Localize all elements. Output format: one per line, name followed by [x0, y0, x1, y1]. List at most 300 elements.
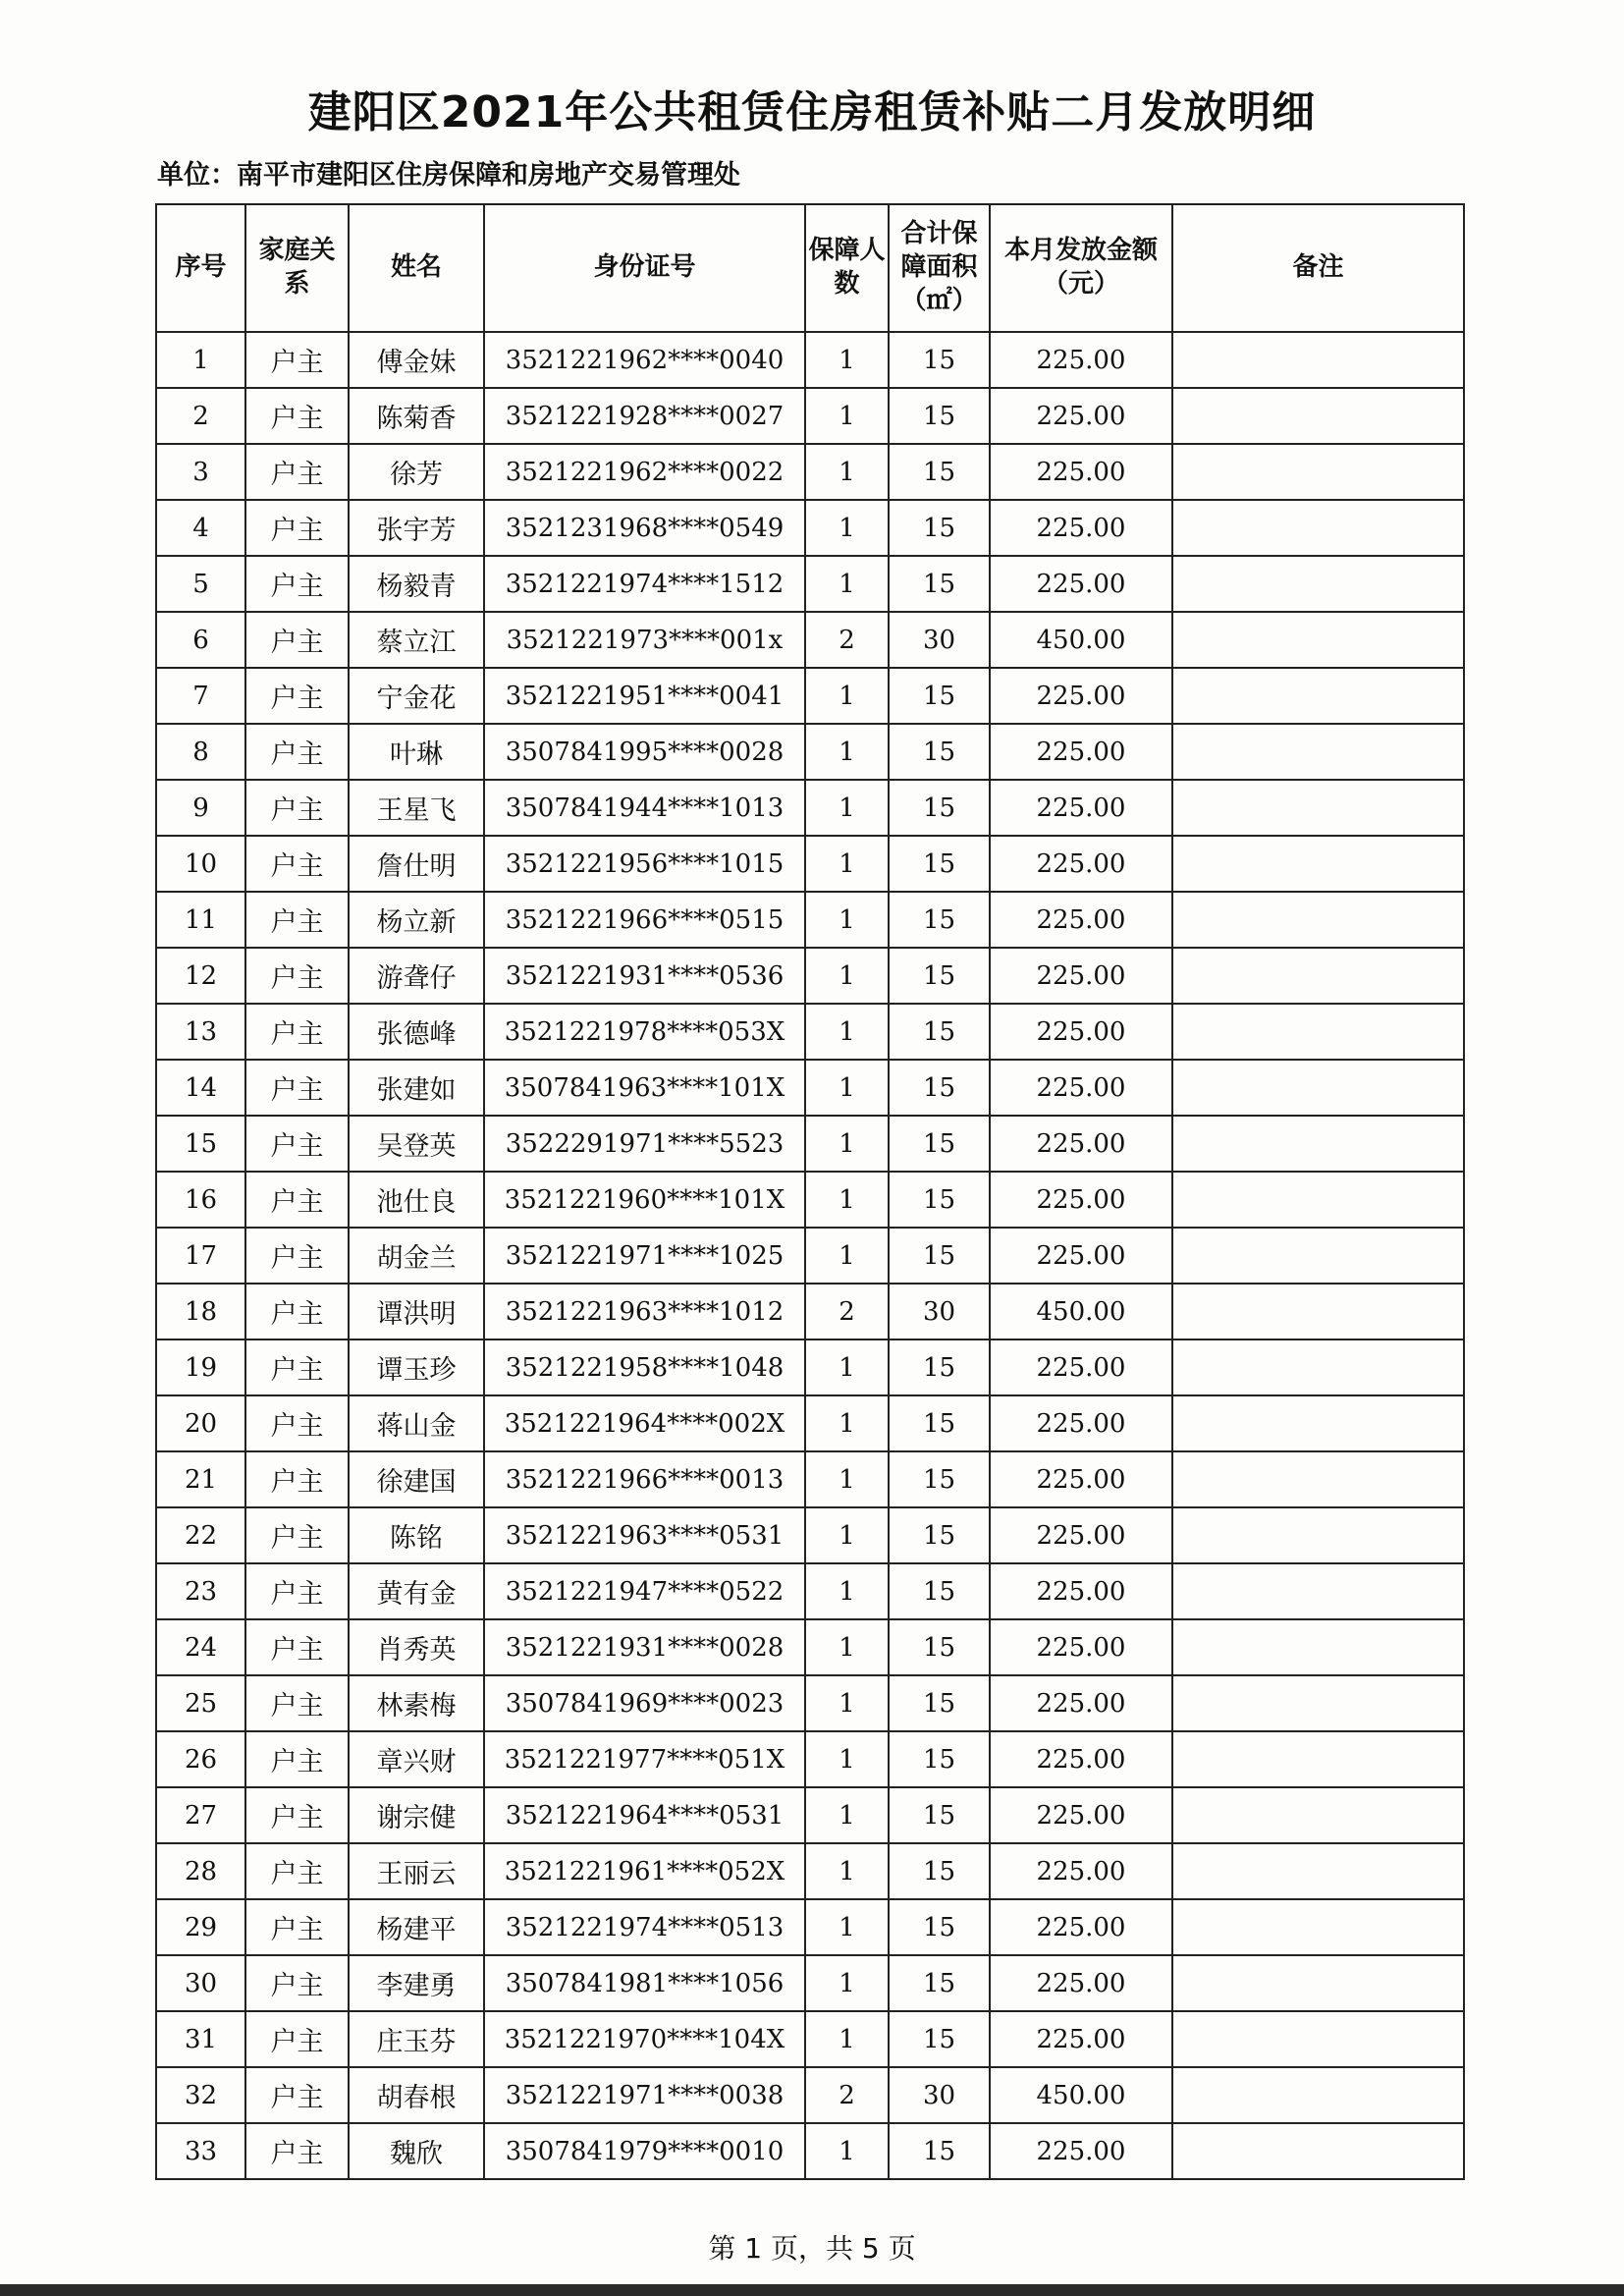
header-persons: 保障人数 [805, 204, 889, 332]
cell-remark [1172, 1004, 1464, 1060]
cell-amount: 225.00 [990, 1004, 1172, 1060]
cell-name: 魏欣 [349, 2123, 484, 2179]
header-id: 身份证号 [484, 204, 805, 332]
cell-name: 游聋仔 [349, 948, 484, 1004]
cell-relation: 户主 [245, 1116, 349, 1172]
table-row [156, 444, 1464, 500]
cell-area: 15 [889, 668, 990, 724]
cell-persons: 1 [805, 444, 889, 500]
table-row [156, 1507, 1464, 1563]
cell-name: 谢宗健 [349, 1787, 484, 1843]
cell-persons: 1 [805, 500, 889, 556]
cell-persons: 1 [805, 1339, 889, 1395]
cell-area: 15 [889, 1563, 990, 1619]
cell-area: 15 [889, 1899, 990, 1955]
table-row [156, 1004, 1464, 1060]
cell-name: 张建如 [349, 1060, 484, 1116]
cell-name: 傅金妹 [349, 332, 484, 388]
cell-id: 3521221971****1025 [484, 1228, 805, 1284]
cell-seq: 27 [156, 1787, 245, 1843]
cell-relation: 户主 [245, 2067, 349, 2123]
cell-seq: 15 [156, 1116, 245, 1172]
cell-name: 王星飞 [349, 780, 484, 836]
cell-area: 15 [889, 948, 990, 1004]
document-title: 建阳区2021年公共租赁住房租赁补贴二月发放明细 [307, 87, 1317, 137]
table-row [156, 2067, 1464, 2123]
cell-relation: 户主 [245, 2011, 349, 2067]
cell-relation: 户主 [245, 780, 349, 836]
cell-area: 15 [889, 556, 990, 612]
cell-seq: 8 [156, 724, 245, 780]
cell-seq: 11 [156, 892, 245, 948]
cell-remark [1172, 1955, 1464, 2011]
cell-remark [1172, 500, 1464, 556]
cell-name: 肖秀英 [349, 1619, 484, 1675]
cell-persons: 1 [805, 836, 889, 892]
cell-seq: 13 [156, 1004, 245, 1060]
cell-name: 蒋山金 [349, 1395, 484, 1451]
cell-amount: 225.00 [990, 1451, 1172, 1507]
cell-remark [1172, 388, 1464, 444]
cell-area: 15 [889, 1731, 990, 1787]
cell-area: 15 [889, 1395, 990, 1451]
cell-area: 15 [889, 1619, 990, 1675]
cell-id: 3521221963****1012 [484, 1284, 805, 1339]
cell-area: 15 [889, 1451, 990, 1507]
cell-area: 15 [889, 388, 990, 444]
cell-id: 3521221963****0531 [484, 1507, 805, 1563]
cell-id: 3507841944****1013 [484, 780, 805, 836]
cell-id: 3521221931****0028 [484, 1619, 805, 1675]
cell-amount: 225.00 [990, 388, 1172, 444]
cell-amount: 225.00 [990, 1731, 1172, 1787]
cell-name: 谭玉珍 [349, 1339, 484, 1395]
cell-persons: 1 [805, 1060, 889, 1116]
cell-persons: 1 [805, 556, 889, 612]
cell-seq: 31 [156, 2011, 245, 2067]
cell-persons: 1 [805, 1451, 889, 1507]
cell-id: 3521221966****0013 [484, 1451, 805, 1507]
cell-name: 胡春根 [349, 2067, 484, 2123]
cell-remark [1172, 1228, 1464, 1284]
header-area: 合计保障面积（㎡） [889, 204, 990, 332]
cell-name: 谭洪明 [349, 1284, 484, 1339]
cell-remark [1172, 948, 1464, 1004]
cell-remark [1172, 444, 1464, 500]
cell-persons: 1 [805, 1228, 889, 1284]
cell-persons: 1 [805, 1675, 889, 1731]
cell-persons: 1 [805, 1507, 889, 1563]
cell-relation: 户主 [245, 836, 349, 892]
table-row [156, 892, 1464, 948]
cell-id: 3521221970****104X [484, 2011, 805, 2067]
cell-persons: 1 [805, 1731, 889, 1787]
table-row [156, 388, 1464, 444]
table-row [156, 1563, 1464, 1619]
cell-remark [1172, 1899, 1464, 1955]
cell-seq: 21 [156, 1451, 245, 1507]
cell-amount: 225.00 [990, 332, 1172, 388]
cell-relation: 户主 [245, 724, 349, 780]
table-row [156, 1116, 1464, 1172]
cell-remark [1172, 1395, 1464, 1451]
cell-persons: 1 [805, 388, 889, 444]
cell-id: 3521221956****1015 [484, 836, 805, 892]
cell-amount: 225.00 [990, 1563, 1172, 1619]
cell-remark [1172, 1619, 1464, 1675]
cell-amount: 225.00 [990, 500, 1172, 556]
table-header-row [156, 204, 1464, 332]
table-row [156, 332, 1464, 388]
table-row [156, 1172, 1464, 1228]
cell-relation: 户主 [245, 1563, 349, 1619]
cell-area: 15 [889, 1339, 990, 1395]
cell-area: 15 [889, 2011, 990, 2067]
page-footer: 第 1 页，共 5 页 [708, 2232, 916, 2265]
cell-name: 张宇芳 [349, 500, 484, 556]
cell-seq: 10 [156, 836, 245, 892]
table-row [156, 1284, 1464, 1339]
table-row [156, 1787, 1464, 1843]
cell-amount: 225.00 [990, 1339, 1172, 1395]
cell-seq: 24 [156, 1619, 245, 1675]
cell-remark [1172, 332, 1464, 388]
cell-area: 30 [889, 1284, 990, 1339]
cell-seq: 4 [156, 500, 245, 556]
cell-persons: 1 [805, 1004, 889, 1060]
table-row [156, 1060, 1464, 1116]
cell-name: 张德峰 [349, 1004, 484, 1060]
table-row [156, 2011, 1464, 2067]
cell-amount: 225.00 [990, 1619, 1172, 1675]
cell-area: 15 [889, 892, 990, 948]
cell-area: 15 [889, 1228, 990, 1284]
cell-name: 杨立新 [349, 892, 484, 948]
cell-persons: 1 [805, 892, 889, 948]
cell-remark [1172, 1339, 1464, 1395]
cell-amount: 225.00 [990, 2123, 1172, 2179]
cell-relation: 户主 [245, 556, 349, 612]
cell-persons: 1 [805, 1172, 889, 1228]
cell-seq: 25 [156, 1675, 245, 1731]
cell-persons: 1 [805, 780, 889, 836]
cell-relation: 户主 [245, 1339, 349, 1395]
cell-remark [1172, 836, 1464, 892]
cell-area: 15 [889, 1172, 990, 1228]
cell-seq: 6 [156, 612, 245, 668]
cell-name: 杨毅青 [349, 556, 484, 612]
cell-seq: 12 [156, 948, 245, 1004]
cell-id: 3521221966****0515 [484, 892, 805, 948]
scan-edge [0, 2284, 1624, 2296]
cell-remark [1172, 1284, 1464, 1339]
cell-name: 王丽云 [349, 1843, 484, 1899]
cell-area: 30 [889, 2067, 990, 2123]
cell-name: 叶琳 [349, 724, 484, 780]
cell-name: 黄有金 [349, 1563, 484, 1619]
cell-id: 3507841963****101X [484, 1060, 805, 1116]
header-seq: 序号 [156, 204, 245, 332]
cell-relation: 户主 [245, 668, 349, 724]
cell-amount: 225.00 [990, 556, 1172, 612]
cell-persons: 1 [805, 1787, 889, 1843]
cell-id: 3521221974****1512 [484, 556, 805, 612]
cell-persons: 1 [805, 724, 889, 780]
cell-name: 徐建国 [349, 1451, 484, 1507]
cell-amount: 225.00 [990, 2011, 1172, 2067]
cell-area: 15 [889, 1116, 990, 1172]
cell-relation: 户主 [245, 332, 349, 388]
cell-seq: 22 [156, 1507, 245, 1563]
table-row [156, 780, 1464, 836]
cell-persons: 1 [805, 1395, 889, 1451]
cell-id: 3521221971****0038 [484, 2067, 805, 2123]
cell-remark [1172, 892, 1464, 948]
cell-amount: 225.00 [990, 1228, 1172, 1284]
table-row [156, 948, 1464, 1004]
cell-remark [1172, 1731, 1464, 1787]
cell-amount: 225.00 [990, 1507, 1172, 1563]
cell-id: 3522291971****5523 [484, 1116, 805, 1172]
cell-amount: 225.00 [990, 836, 1172, 892]
table-row [156, 1395, 1464, 1451]
cell-name: 池仕良 [349, 1172, 484, 1228]
table-row [156, 1843, 1464, 1899]
cell-seq: 23 [156, 1563, 245, 1619]
cell-remark [1172, 724, 1464, 780]
cell-area: 15 [889, 1843, 990, 1899]
cell-relation: 户主 [245, 1675, 349, 1731]
cell-area: 15 [889, 836, 990, 892]
cell-amount: 225.00 [990, 1116, 1172, 1172]
cell-seq: 28 [156, 1843, 245, 1899]
table-row [156, 1731, 1464, 1787]
cell-relation: 户主 [245, 2123, 349, 2179]
cell-area: 15 [889, 2123, 990, 2179]
cell-id: 3521221931****0536 [484, 948, 805, 1004]
header-name: 姓名 [349, 204, 484, 332]
cell-seq: 5 [156, 556, 245, 612]
cell-name: 庄玉芬 [349, 2011, 484, 2067]
cell-area: 15 [889, 780, 990, 836]
cell-remark [1172, 1843, 1464, 1899]
cell-name: 章兴财 [349, 1731, 484, 1787]
table-row [156, 1228, 1464, 1284]
cell-seq: 20 [156, 1395, 245, 1451]
cell-id: 3521221974****0513 [484, 1899, 805, 1955]
cell-remark [1172, 2067, 1464, 2123]
table-row [156, 500, 1464, 556]
cell-id: 3507841995****0028 [484, 724, 805, 780]
cell-amount: 225.00 [990, 1843, 1172, 1899]
table-body [156, 332, 1464, 2179]
table-row [156, 2123, 1464, 2179]
cell-amount: 225.00 [990, 668, 1172, 724]
cell-id: 3521231968****0549 [484, 500, 805, 556]
cell-amount: 225.00 [990, 948, 1172, 1004]
cell-id: 3521221978****053X [484, 1004, 805, 1060]
cell-amount: 225.00 [990, 1060, 1172, 1116]
cell-amount: 450.00 [990, 612, 1172, 668]
cell-area: 15 [889, 444, 990, 500]
cell-amount: 225.00 [990, 724, 1172, 780]
cell-relation: 户主 [245, 1004, 349, 1060]
cell-amount: 225.00 [990, 1172, 1172, 1228]
cell-seq: 30 [156, 1955, 245, 2011]
cell-id: 3521221960****101X [484, 1172, 805, 1228]
cell-id: 3521221958****1048 [484, 1339, 805, 1395]
cell-name: 徐芳 [349, 444, 484, 500]
cell-remark [1172, 780, 1464, 836]
cell-name: 胡金兰 [349, 1228, 484, 1284]
cell-seq: 3 [156, 444, 245, 500]
cell-persons: 1 [805, 948, 889, 1004]
cell-relation: 户主 [245, 388, 349, 444]
cell-remark [1172, 1787, 1464, 1843]
cell-persons: 1 [805, 1899, 889, 1955]
cell-name: 吴登英 [349, 1116, 484, 1172]
cell-id: 3521221961****052X [484, 1843, 805, 1899]
cell-amount: 225.00 [990, 892, 1172, 948]
cell-seq: 7 [156, 668, 245, 724]
cell-relation: 户主 [245, 948, 349, 1004]
cell-id: 3521221964****0531 [484, 1787, 805, 1843]
cell-relation: 户主 [245, 1899, 349, 1955]
cell-relation: 户主 [245, 500, 349, 556]
cell-remark [1172, 1563, 1464, 1619]
cell-area: 15 [889, 1004, 990, 1060]
cell-persons: 2 [805, 2067, 889, 2123]
cell-remark [1172, 668, 1464, 724]
table-row [156, 1899, 1464, 1955]
cell-seq: 1 [156, 332, 245, 388]
cell-relation: 户主 [245, 1060, 349, 1116]
cell-id: 3521221951****0041 [484, 668, 805, 724]
cell-seq: 32 [156, 2067, 245, 2123]
cell-amount: 225.00 [990, 1395, 1172, 1451]
cell-id: 3507841979****0010 [484, 2123, 805, 2179]
cell-seq: 9 [156, 780, 245, 836]
cell-id: 3507841969****0023 [484, 1675, 805, 1731]
cell-amount: 225.00 [990, 444, 1172, 500]
cell-relation: 户主 [245, 1395, 349, 1451]
cell-seq: 19 [156, 1339, 245, 1395]
cell-amount: 450.00 [990, 2067, 1172, 2123]
cell-area: 15 [889, 500, 990, 556]
cell-remark [1172, 556, 1464, 612]
cell-remark [1172, 1675, 1464, 1731]
cell-remark [1172, 612, 1464, 668]
cell-amount: 225.00 [990, 1675, 1172, 1731]
cell-name: 林素梅 [349, 1675, 484, 1731]
cell-relation: 户主 [245, 444, 349, 500]
cell-remark [1172, 1060, 1464, 1116]
cell-persons: 1 [805, 668, 889, 724]
cell-amount: 450.00 [990, 1284, 1172, 1339]
cell-remark [1172, 1116, 1464, 1172]
cell-id: 3521221962****0040 [484, 332, 805, 388]
cell-amount: 225.00 [990, 1787, 1172, 1843]
cell-area: 30 [889, 612, 990, 668]
table-row [156, 1675, 1464, 1731]
table-row [156, 1619, 1464, 1675]
cell-relation: 户主 [245, 1507, 349, 1563]
cell-relation: 户主 [245, 1172, 349, 1228]
cell-relation: 户主 [245, 1843, 349, 1899]
table-row [156, 612, 1464, 668]
cell-seq: 18 [156, 1284, 245, 1339]
cell-id: 3521221928****0027 [484, 388, 805, 444]
subsidy-table [155, 203, 1465, 2180]
cell-persons: 1 [805, 1563, 889, 1619]
header-remark: 备注 [1172, 204, 1464, 332]
cell-relation: 户主 [245, 1955, 349, 2011]
cell-persons: 1 [805, 332, 889, 388]
cell-seq: 16 [156, 1172, 245, 1228]
table-row [156, 668, 1464, 724]
header-amount: 本月发放金额（元） [990, 204, 1172, 332]
table-row [156, 1451, 1464, 1507]
cell-remark [1172, 2123, 1464, 2179]
cell-persons: 1 [805, 1116, 889, 1172]
table-row [156, 1955, 1464, 2011]
cell-id: 3521221947****0522 [484, 1563, 805, 1619]
cell-id: 3521221977****051X [484, 1731, 805, 1787]
cell-persons: 1 [805, 1843, 889, 1899]
cell-amount: 225.00 [990, 1955, 1172, 2011]
cell-area: 15 [889, 724, 990, 780]
cell-seq: 33 [156, 2123, 245, 2179]
cell-id: 3521221962****0022 [484, 444, 805, 500]
cell-persons: 1 [805, 2011, 889, 2067]
cell-area: 15 [889, 332, 990, 388]
cell-area: 15 [889, 1955, 990, 2011]
cell-name: 陈菊香 [349, 388, 484, 444]
cell-persons: 1 [805, 1955, 889, 2011]
cell-relation: 户主 [245, 1284, 349, 1339]
cell-relation: 户主 [245, 1731, 349, 1787]
cell-relation: 户主 [245, 612, 349, 668]
cell-amount: 225.00 [990, 780, 1172, 836]
cell-persons: 2 [805, 612, 889, 668]
table-row [156, 1339, 1464, 1395]
cell-amount: 225.00 [990, 1899, 1172, 1955]
cell-remark [1172, 2011, 1464, 2067]
table-row [156, 836, 1464, 892]
cell-area: 15 [889, 1060, 990, 1116]
cell-seq: 2 [156, 388, 245, 444]
header-relation: 家庭关系 [245, 204, 349, 332]
cell-persons: 2 [805, 1284, 889, 1339]
cell-relation: 户主 [245, 1451, 349, 1507]
cell-seq: 17 [156, 1228, 245, 1284]
cell-name: 宁金花 [349, 668, 484, 724]
cell-area: 15 [889, 1507, 990, 1563]
cell-remark [1172, 1172, 1464, 1228]
cell-relation: 户主 [245, 1228, 349, 1284]
cell-name: 詹仕明 [349, 836, 484, 892]
cell-name: 李建勇 [349, 1955, 484, 2011]
issuing-unit: 单位：南平市建阳区住房保障和房地产交易管理处 [157, 160, 740, 191]
table-row [156, 556, 1464, 612]
cell-relation: 户主 [245, 1619, 349, 1675]
cell-remark [1172, 1507, 1464, 1563]
cell-persons: 1 [805, 1619, 889, 1675]
cell-persons: 1 [805, 2123, 889, 2179]
cell-name: 蔡立江 [349, 612, 484, 668]
cell-area: 15 [889, 1787, 990, 1843]
cell-area: 15 [889, 1675, 990, 1731]
